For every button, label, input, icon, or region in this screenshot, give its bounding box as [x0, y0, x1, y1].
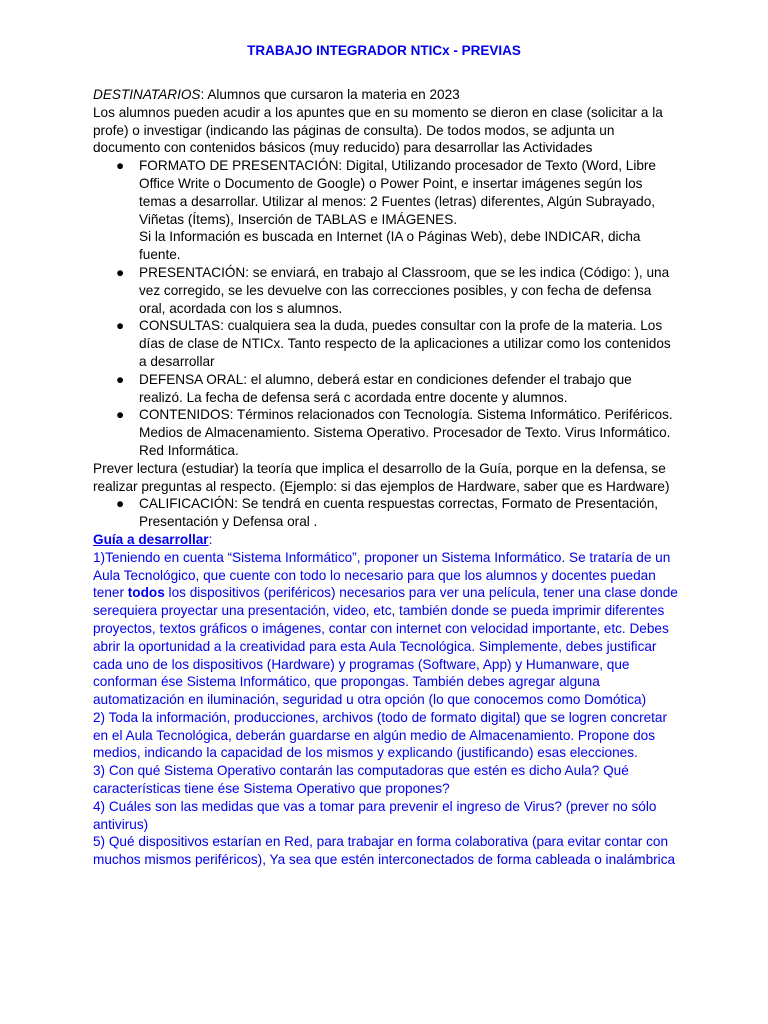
question-1: 1)Teniendo en cuenta “Sistema Informático”, proponer un Sistema Informático. Se trataría de un Aula Tecnológico, que cuente con todo lo necesario para que los alumnos y docentes puedan tener todos los dispositivos (periféricos) necesarios para ver una película, tener una clase donde serequiera proyectar una presentación, video, etc, también donde se pueda imprimir diferentes proyectos, textos gráficos o imágenes, contar con internet con velocidad importante, etc. Debes abrir la oportunidad a la creatividad para esta Aula Tecnológica. Simplemente, debes justificar cada uno de los dispositivos (Hardware) y programas (Software, App) y Humanware, que conforman ése Sistema Informático, que propongas. También debes agregar alguna automatización en iluminación, seguridad u otra opción (lo que conocemos como Domótica): [93, 549, 678, 708]
prever-paragraph: Prever lectura (estudiar) la teoría que implica el desarrollo de la Guía, porque en la defensa, se realizar preguntas al respecto. (Ejemplo: si das ejemplos de Hardware, saber que es Hardware): [93, 460, 670, 494]
bullet-icon: ●: [116, 371, 125, 387]
document-body: [93, 86, 679, 869]
bullet-icon: ●: [116, 496, 125, 512]
instructions-list: [93, 157, 679, 460]
bullet-icon: ●: [116, 318, 125, 334]
intro-paragraph: Los alumnos pueden acudir a los apuntes que en su momento se dieron en clase (solicitar a la profe) o investigar (indicando las páginas de consulta). De todos modos, se adjunta un documento con contenidos básicos (muy reducido) para desarrollar las Actividades: [93, 104, 663, 156]
bullet-icon: ●: [116, 407, 125, 423]
list-item: ● CONSULTAS: cualquiera sea la duda, puedes consultar con la profe de la materia. Los días de clase de NTICx. Tanto respecto de la aplicaciones a utilizar como los contenidos a desarrollar: [116, 318, 671, 369]
destinatarios-text: : Alumnos que cursaron la materia en 2023: [200, 87, 460, 102]
list-item: ● CONTENIDOS: Términos relacionados con Tecnología. Sistema Informático. Periféricos. Medios de Almacenamiento. Sistema Operativo. Procesador de Texto. Virus Informático. Red Informática.: [116, 407, 673, 458]
question-4: 4) Cuáles son las medidas que vas a tomar para prevenir el ingreso de Virus? (prever no sólo antivirus): [93, 798, 657, 832]
guide-heading-link[interactable]: Guía a desarrollar: [93, 531, 209, 547]
question-2: 2) Toda la información, producciones, archivos (todo de formato digital) que se logren concretar en el Aula Tecnológica, deberán guardarse en algún medio de Almacenamiento. Propone dos medios, indicando la capacidad de los mismos y explicando (justificando) esas elecciones.: [93, 709, 668, 761]
list-item: ● CALIFICACIÓN: Se tendrá en cuenta respuestas correctas, Formato de Presentación, Presentación y Defensa oral .: [116, 496, 659, 530]
destinatarios-label: DESTINATARIOS: [93, 87, 201, 102]
grading-list: [93, 495, 679, 531]
list-item: ● PRESENTACIÓN: se enviará, en trabajo al Classroom, que se les indica (Código: ), una vez corregido, se les devuelve con las correcciones posibles, y con fecha de defensa oral, acordada con los s alumnos.: [116, 264, 670, 316]
guide-heading-line: Guía a desarrollar:: [93, 531, 213, 547]
question-5: 5) Qué dispositivos estarían en Red, para trabajar en forma colaborativa (para evitar contar con muchos mismos periféricos), Ya sea que estén interconectados de forma cableada o inalámbrica: [93, 834, 676, 868]
bullet-icon: ●: [116, 158, 125, 174]
question-3: 3) Con qué Sistema Operativo contarán las computadoras que estén es dicho Aula? Qué características tiene ése Sistema Operativo que propones?: [93, 763, 629, 797]
list-item: ● FORMATO DE PRESENTACIÓN: Digital, Utilizando procesador de Texto (Word, Libre Office Write o Documento de Google) o Power Point, e insertar imágenes según los temas a desarrollar. Utilizar al menos: 2 Fuentes (letras) diferentes, Algún Subrayado, Viñetas (Ítems), Inserción de TABLAS e IMÁGENES. Si la Información es buscada en Internet (IA o Páginas Web), debe INDICAR, dicha fuente.: [116, 158, 656, 263]
list-item: ● DEFENSA ORAL: el alumno, deberá estar en condiciones defender el trabajo que realizó. La fecha de defensa será c acordada entre docente y alumnos.: [116, 371, 632, 405]
document-title: TRABAJO INTEGRADOR NTICx - PREVIAS: [247, 43, 521, 58]
bullet-icon: ●: [116, 264, 125, 280]
destinatarios-line: [93, 86, 679, 104]
